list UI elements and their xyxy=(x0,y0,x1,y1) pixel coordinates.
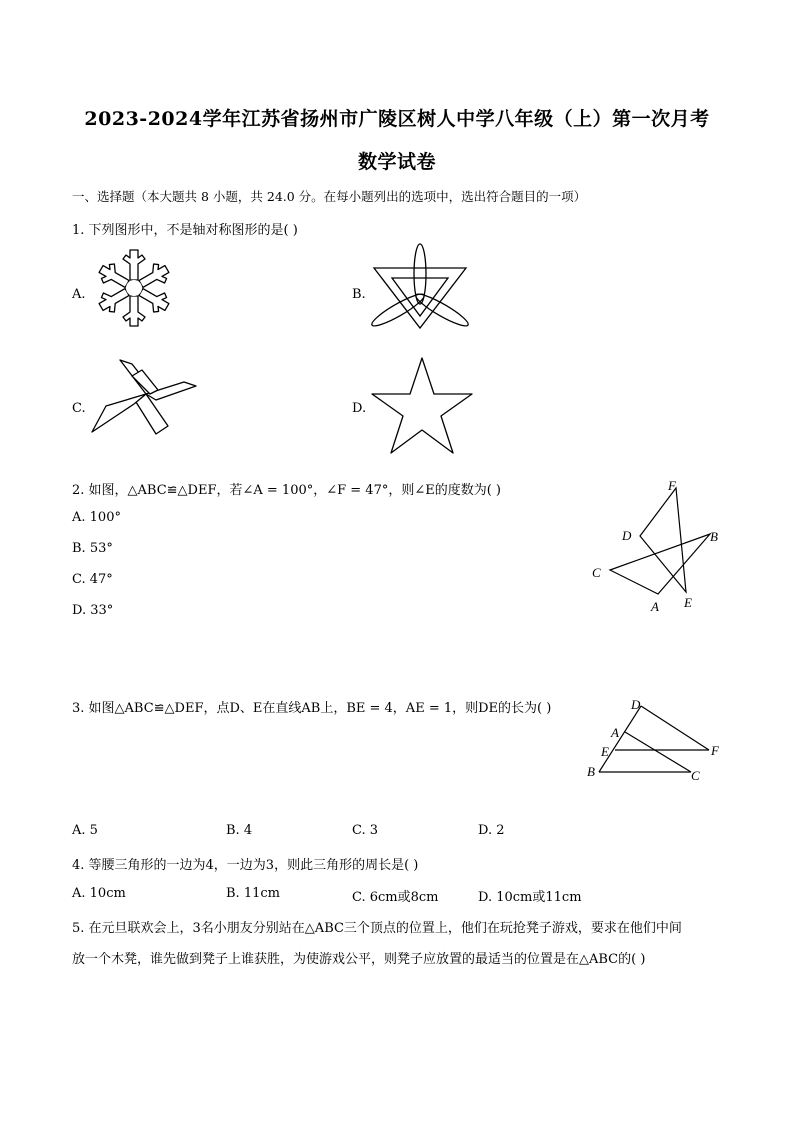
page-title: 2023-2024学年江苏省扬州市广陵区树人中学八年级（上）第一次月考 xyxy=(84,108,710,130)
q2-option-c: C. 47° xyxy=(72,572,113,587)
q2-label-b: B xyxy=(710,529,718,544)
star-figure xyxy=(368,354,476,458)
q3-triangles-figure xyxy=(585,694,725,786)
q2-option-b: B. 53° xyxy=(72,541,113,556)
q2-label-e: E xyxy=(684,595,692,610)
triangle-petals-figure xyxy=(368,240,472,332)
q4-option-d: D. 10cm或11cm xyxy=(478,890,582,905)
q3-option-d: D. 2 xyxy=(478,823,505,838)
section-heading: 一、选择题（本大题共 8 小题，共 24.0 分。在每小题列出的选项中，选出符合题目的一项） xyxy=(72,189,587,204)
q3-label-e: E xyxy=(601,744,609,759)
q1-option-d-label: D. xyxy=(352,401,367,416)
q4-option-a: A. 10cm xyxy=(72,886,126,901)
q2-label-a: A xyxy=(651,599,659,614)
q4-stem: 4. 等腰三角形的一边为4，一边为3，则此三角形的周长是( ) xyxy=(72,858,419,873)
pinwheel-figure xyxy=(88,352,200,438)
snowflake-figure xyxy=(88,242,180,334)
q5-stem-line2: 放一个木凳，谁先做到凳子上谁获胜，为使游戏公平，则凳子应放置的最适当的位置是在△ABC的( ) xyxy=(72,952,646,967)
q5-stem-line1: 5. 在元旦联欢会上，3名小朋友分别站在△ABC三个顶点的位置上，他们在玩抢凳子游戏，要求在他们中间 xyxy=(72,921,682,936)
q3-option-b: B. 4 xyxy=(226,823,253,838)
q1-option-a-label: A. xyxy=(72,287,86,302)
q4-option-b: B. 11cm xyxy=(226,886,280,901)
q3-label-a: A xyxy=(611,725,619,740)
q3-label-c: C xyxy=(691,768,700,783)
q4-option-c: C. 6cm或8cm xyxy=(352,890,439,905)
q2-triangles-figure xyxy=(588,474,728,622)
q2-label-f: F xyxy=(668,478,676,493)
q2-option-d: D. 33° xyxy=(72,603,114,618)
q2-label-c: C xyxy=(592,565,601,580)
q2-label-d: D xyxy=(622,528,632,543)
page-subtitle: 数学试卷 xyxy=(357,151,436,173)
q3-stem: 3. 如图△ABC≌△DEF，点D、E在直线AB上，BE = 4，AE = 1，则DE的长为( ) xyxy=(72,701,552,716)
q1-option-c-label: C. xyxy=(72,401,86,416)
q3-label-b: B xyxy=(587,764,595,779)
q2-option-a: A. 100° xyxy=(72,510,121,525)
q2-stem: 2. 如图，△ABC≌△DEF，若∠A = 100°，∠F = 47°，则∠E的度数为( ) xyxy=(72,483,502,498)
q3-option-c: C. 3 xyxy=(352,823,379,838)
q1-stem: 1. 下列图形中，不是轴对称图形的是( ) xyxy=(72,223,298,238)
q3-label-d: D xyxy=(631,697,641,712)
q1-option-b-label: B. xyxy=(352,287,366,302)
q3-label-f: F xyxy=(711,743,719,758)
q3-option-a: A. 5 xyxy=(72,823,98,838)
